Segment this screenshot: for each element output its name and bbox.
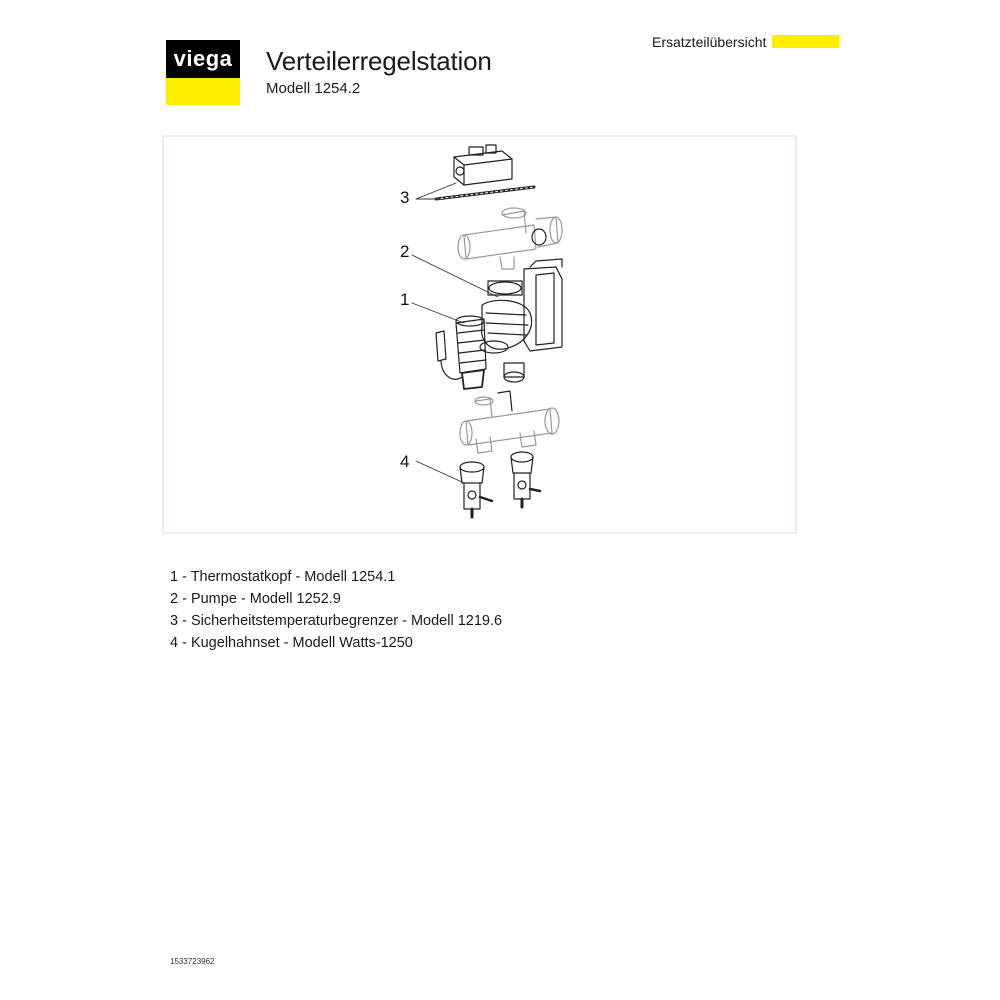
parts-legend [170, 566, 502, 654]
model-subtitle: Modell 1254.2 [266, 80, 361, 97]
legend-item-4: 4 - Kugelhahnset - Modell Watts-1250 [170, 635, 413, 651]
callout-1: 1 [400, 290, 410, 309]
lower-manifold-drawing [460, 391, 559, 453]
exploded-view-drawing [164, 137, 795, 532]
callout-2: 2 [400, 242, 410, 261]
viega-logo [166, 40, 240, 105]
part-3-limiter-drawing [436, 145, 534, 199]
part-4-ball-valves-drawing [460, 452, 540, 517]
callout-4: 4 [400, 452, 410, 471]
callout-3: 3 [400, 188, 410, 207]
exploded-view-figure [162, 135, 797, 534]
logo-yellow-block [166, 78, 240, 105]
legend-item-1: 1 - Thermostatkopf - Modell 1254.1 [170, 569, 396, 585]
logo-wordmark: viega [166, 40, 240, 78]
legend-item-3: 3 - Sicherheitstemperaturbegrenzer - Modell 1219.6 [170, 613, 503, 629]
part-1-thermostat-drawing [436, 316, 486, 389]
document-number: 1533723962 [170, 957, 215, 966]
page-title: Verteilerregelstation [266, 46, 492, 76]
yellow-marker-bar [772, 35, 839, 48]
legend-item-2: 2 - Pumpe - Modell 1252.9 [170, 591, 341, 607]
document-type-label: Ersatzteilübersicht [652, 34, 767, 50]
part-2-pump-drawing [480, 259, 562, 382]
